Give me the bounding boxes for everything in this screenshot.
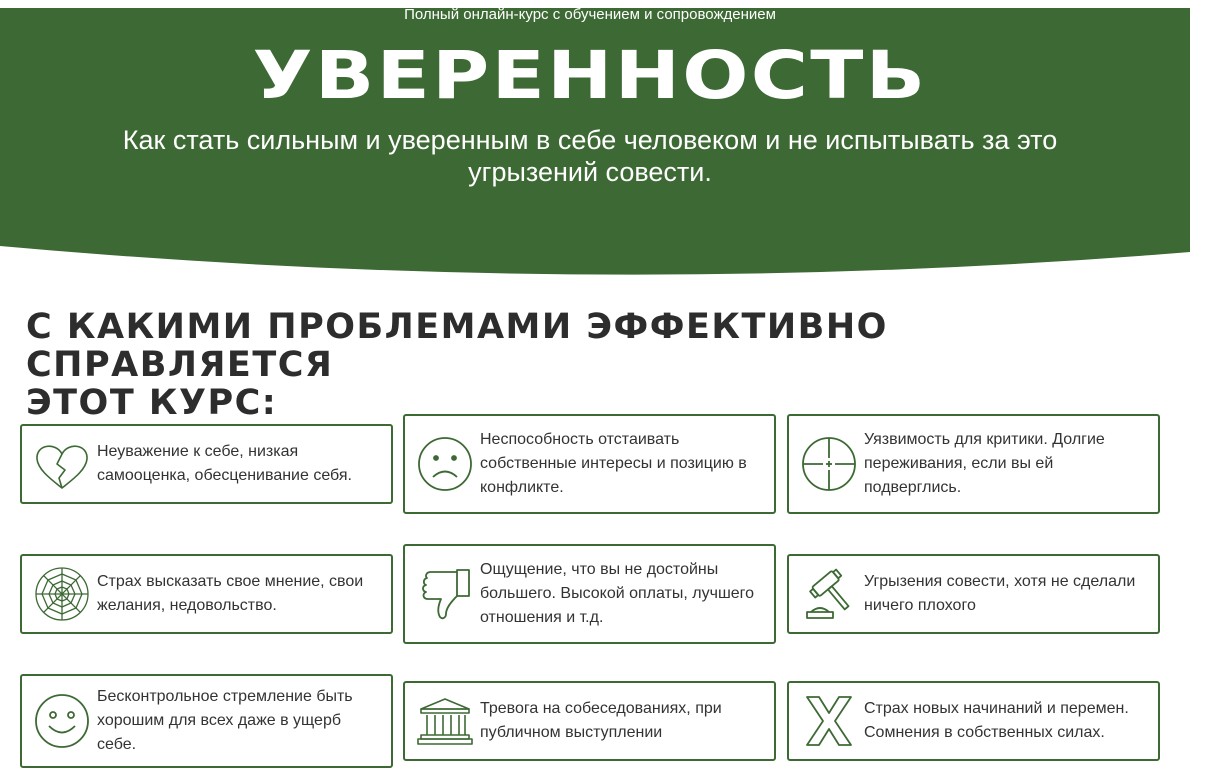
- hero-title: УВЕРЕННОСТЬ: [252, 37, 928, 114]
- problem-card: [787, 554, 1160, 634]
- sad-face-icon: [415, 434, 475, 494]
- problem-card-text: Уязвимость для критики. Долгие переживания, если вы ей подверглись.: [864, 431, 1105, 496]
- spider-web-icon: [32, 564, 92, 624]
- hero-pretitle: Полный онлайн-курс с обучением и сопровождением: [404, 6, 776, 23]
- page-right-edge: [1190, 0, 1207, 779]
- problem-card: [20, 554, 393, 634]
- hero-subtitle-line-2: угрызений совести.: [468, 157, 712, 187]
- problem-card-text: Тревога на собеседованиях, при публичном выступлении: [480, 700, 722, 741]
- problem-card-text: Страх высказать свое мнение, свои желания, недовольство.: [97, 573, 364, 614]
- smiley-icon: [32, 691, 92, 751]
- x-cross-icon: [799, 691, 859, 751]
- hero-banner: [0, 0, 1190, 275]
- hero-subtitle: [0, 124, 1180, 188]
- broken-heart-icon: [32, 434, 92, 494]
- problems-section-title: [26, 308, 1126, 422]
- problem-card: [20, 424, 393, 504]
- problem-card-text: Ощущение, что вы не достойны большего. Высокой оплаты, лучшего отношения и т.д.: [480, 561, 755, 626]
- problem-card: [403, 681, 776, 761]
- institution-icon: [415, 691, 475, 751]
- hero-subtitle-line-1: Как стать сильным и уверенным в себе человеком и не испытывать за это: [122, 125, 1058, 155]
- problem-card-text: Угрызения совести, хотя не сделали ничего плохого: [864, 573, 1136, 614]
- problem-card: [20, 674, 393, 768]
- problem-card-text: Бесконтрольное стремление быть хорошим для всех даже в ущерб себе.: [97, 688, 353, 753]
- problem-card: [403, 544, 776, 644]
- thumbs-down-icon: [415, 564, 475, 624]
- problems-title-line-2: ЭТОТ КУРС:: [26, 383, 278, 423]
- problems-title-line-1: С КАКИМИ ПРОБЛЕМАМИ ЭФФЕКТИВНО СПРАВЛЯЕТСЯ: [26, 307, 888, 385]
- gavel-icon: [799, 564, 859, 624]
- problem-card: [787, 414, 1160, 514]
- problem-card-text: Страх новых начинаний и перемен. Сомнения в собственных силах.: [864, 700, 1129, 741]
- problem-card: [403, 414, 776, 514]
- problem-card-text: Неуважение к себе, низкая самооценка, обесценивание себя.: [97, 443, 352, 484]
- problem-card: [787, 681, 1160, 761]
- problem-card-text: Неспособность отстаивать собственные интересы и позицию в конфликте.: [480, 431, 747, 496]
- crosshair-icon: [799, 434, 859, 494]
